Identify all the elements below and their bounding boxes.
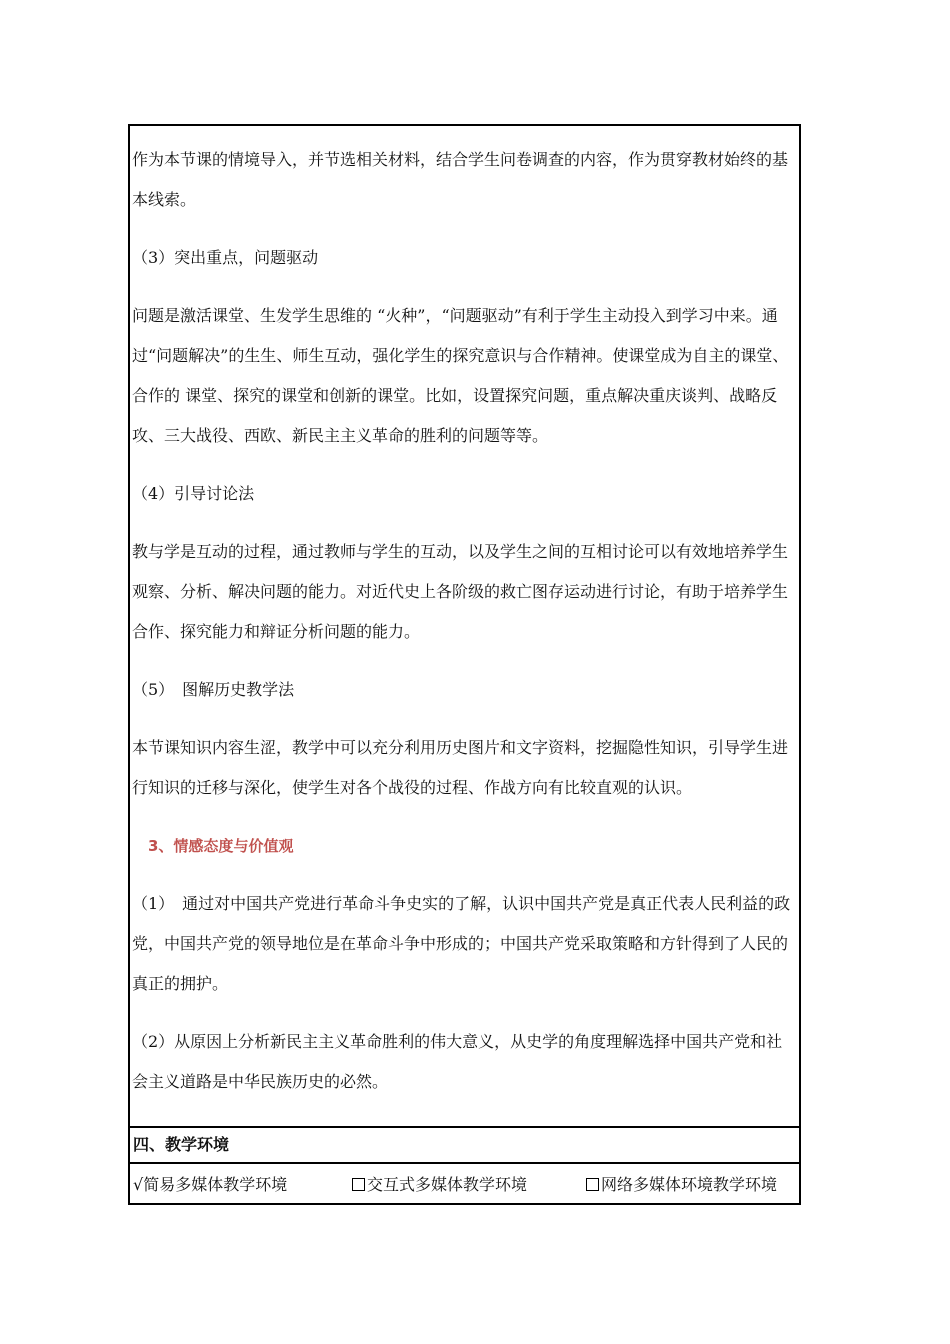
document-table: [128, 124, 801, 1205]
option-network-multimedia[interactable]: [586, 1172, 777, 1195]
section-title: 四、教学环境: [133, 1135, 230, 1154]
paragraph: 教与学是互动的过程，通过教师与学生的互动，以及学生之间的互相讨论可以有效地培养学生观察、分析、解决问题的能力。对近代史上各阶级的救亡图存运动进行讨论，有助于培养学生合作、探究能力和辩证分析问题的能力。: [132, 542, 789, 641]
paragraph: （1） 通过对中国共产党进行革命斗争史实的了解，认识中国共产党是真正代表人民利益的政党，中国共产党的领导地位是在革命斗争中形成的；中国共产党采取策略和方针得到了人民的真正的拥护。: [132, 894, 791, 993]
checkbox-icon[interactable]: [586, 1178, 599, 1191]
section-row: [130, 1126, 799, 1164]
subheading: （5） 图解历史教学法: [132, 680, 295, 699]
paragraph: 作为本节课的情境导入，并节选相关材料，结合学生问卷调查的内容，作为贯穿教材始终的基本线索。: [132, 150, 789, 209]
content-cell: [132, 140, 798, 1102]
option-label: 网络多媒体环境教学环境: [601, 1175, 778, 1194]
checkmark-icon: √: [133, 1175, 144, 1194]
option-label: 交互式多媒体教学环境: [367, 1175, 528, 1194]
paragraph: （2）从原因上分析新民主主义革命胜利的伟大意义，从史学的角度理解选择中国共产党和社会主义道路是中华民族历史的必然。: [132, 1032, 783, 1091]
option-label: 简易多媒体教学环境: [143, 1175, 288, 1194]
option-simple-multimedia[interactable]: [133, 1172, 287, 1195]
options-row: [130, 1164, 799, 1203]
paragraph: 本节课知识内容生涩，教学中可以充分利用历史图片和文字资料，挖掘隐性知识，引导学生进行知识的迁移与深化，使学生对各个战役的过程、作战方向有比较直观的认识。: [132, 738, 789, 797]
paragraph: 问题是激活课堂、生发学生思维的 “火种”，“问题驱动”有利于学生主动投入到学习中来。通过“问题解决”的生生、师生互动，强化学生的探究意识与合作精神。使课堂成为自主的课堂、合作的 课堂、探究的课堂和创新的课堂。比如，设置探究问题，重点解决重庆谈判、战略反攻、三大战役、西欧、新民主主义革命的胜利的问题等等。: [132, 306, 789, 445]
option-interactive-multimedia[interactable]: [352, 1172, 527, 1195]
subheading: （4）引导讨论法: [132, 484, 255, 503]
checkbox-icon[interactable]: [352, 1178, 365, 1191]
section-heading: 3、情感态度与价值观: [148, 837, 294, 855]
subheading: （3）突出重点，问题驱动: [132, 248, 319, 267]
